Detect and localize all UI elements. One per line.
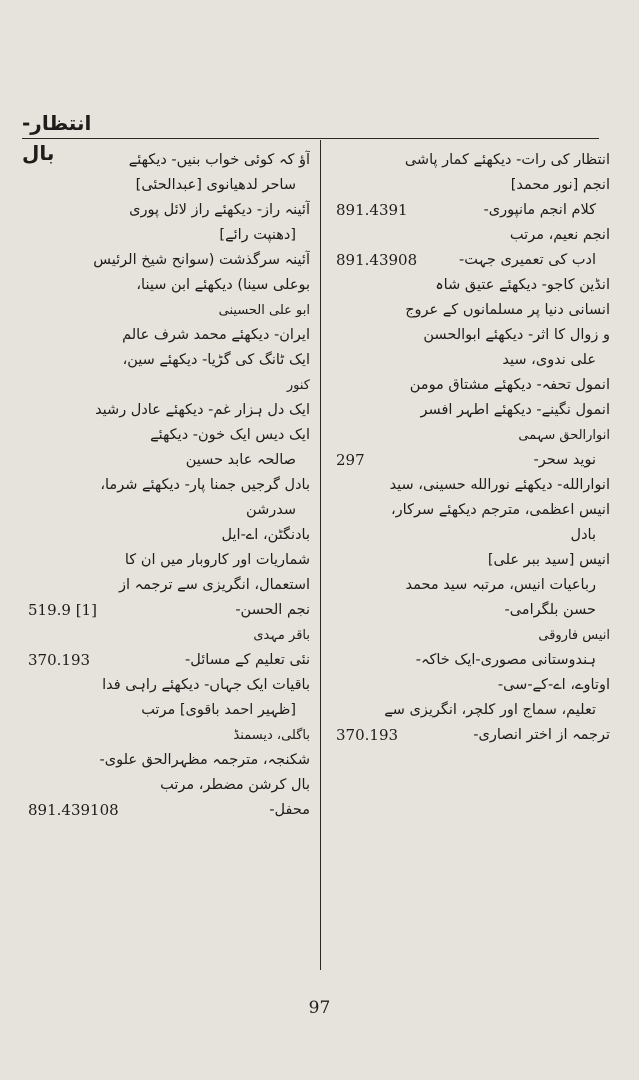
catalog-entry-line bbox=[28, 523, 310, 548]
entry-text: انجم [نور محمد] bbox=[510, 177, 610, 193]
catalog-entry-line bbox=[336, 548, 610, 573]
entry-text: سدرشن bbox=[246, 502, 296, 518]
catalog-entry-line bbox=[336, 298, 610, 323]
catalog-entry-line bbox=[336, 648, 610, 673]
catalog-entry-line bbox=[28, 423, 310, 448]
column-divider bbox=[320, 140, 321, 970]
entry-text: آئینہ سرگذشت (سوانح شیخ الرئیس bbox=[93, 252, 310, 268]
catalog-entry-line bbox=[336, 423, 610, 448]
catalog-entry-line bbox=[336, 598, 610, 623]
entry-text: بادل گرجیں جمنا پار- دیکھئے شرما، bbox=[100, 477, 310, 493]
entry-text: ساحر لدھیانوی [عبدالحئی] bbox=[135, 177, 296, 193]
entry-text: انمول نگینے- دیکھئے اطہر افسر bbox=[420, 402, 610, 418]
entry-text: انوارالحق سہمی bbox=[518, 428, 610, 443]
entry-text: شماریات اور کاروبار میں ان کا bbox=[124, 552, 310, 568]
catalog-entry-line bbox=[28, 698, 310, 723]
catalog-entry-line bbox=[336, 223, 610, 248]
catalog-entry-line bbox=[28, 673, 310, 698]
entry-text: استعمال، انگریزی سے ترجمہ از bbox=[118, 577, 310, 593]
entry-text: انوارالله- دیکھئے نورالله حسینی، سید bbox=[389, 477, 610, 493]
entry-text: انجم نعیم، مرتب bbox=[509, 227, 610, 243]
entry-text: ایک دل ہزار غم- دیکھئے عادل رشید bbox=[95, 402, 310, 418]
catalog-entry-line bbox=[28, 623, 310, 648]
entry-text: علی ندوی، سید bbox=[502, 352, 596, 368]
catalog-entry-line bbox=[28, 548, 310, 573]
catalog-entry-line bbox=[336, 148, 610, 173]
right-column bbox=[336, 148, 610, 978]
catalog-entry-line bbox=[336, 623, 610, 648]
catalog-entry-line bbox=[336, 323, 610, 348]
entry-text: بوعلی سینا) دیکھئے ابن سینا، bbox=[136, 277, 310, 293]
entry-text: باقر مہدی bbox=[253, 628, 310, 643]
entry-text: ایک دیس ایک خون- دیکھئے bbox=[150, 427, 310, 443]
entry-text: انسانی دنیا پر مسلمانوں کے عروج bbox=[405, 302, 610, 318]
catalog-entry-line bbox=[336, 523, 610, 548]
catalog-entry-line bbox=[28, 173, 310, 198]
classification-number: 519.9 [1] bbox=[28, 601, 97, 619]
catalog-entry-line bbox=[28, 373, 310, 398]
catalog-entry-line bbox=[336, 398, 610, 423]
entry-text: ایران- دیکھئے محمد شرف عالم bbox=[122, 327, 310, 343]
entry-text: انتظار کی رات- دیکھئے کمار پاشی bbox=[404, 152, 610, 168]
entry-text: تعلیم، سماج اور کلچر، انگریزی سے bbox=[384, 702, 596, 718]
entry-text: باگلی، دیسمنڈ bbox=[233, 728, 310, 743]
catalog-entry-line bbox=[28, 498, 310, 523]
catalog-entry-line bbox=[28, 723, 310, 748]
entry-text: و زوال کا اثر- دیکھئے ابوالحسن bbox=[423, 327, 610, 343]
entry-text: [دھنپت رائے] bbox=[219, 227, 296, 243]
catalog-entry-line bbox=[28, 348, 310, 373]
entry-text: کنور bbox=[286, 378, 310, 393]
entry-text: انیس [سید ببر علی] bbox=[487, 552, 610, 568]
catalog-entry-line bbox=[336, 698, 610, 723]
catalog-entry-line bbox=[28, 448, 310, 473]
entry-text: بادل bbox=[570, 527, 596, 543]
entry-text: صالحہ عابد حسین bbox=[185, 452, 296, 468]
catalog-entry-line bbox=[336, 273, 610, 298]
header-rule bbox=[22, 138, 599, 139]
left-column bbox=[28, 148, 310, 978]
catalog-entry-line bbox=[28, 273, 310, 298]
entry-text: بادنگٹن، اے-ایل bbox=[221, 527, 310, 543]
entry-text: انمول تحفہ- دیکھئے مشتاق مومن bbox=[409, 377, 610, 393]
entry-text: رباعیات انیس، مرتبہ سید محمد bbox=[405, 577, 596, 593]
entry-text: حسن بلگرامی- bbox=[504, 602, 596, 618]
entry-text: [ظہیر احمد باقوی] مرتب bbox=[141, 702, 296, 718]
catalog-entry-line bbox=[336, 473, 610, 498]
catalog-entry-line bbox=[28, 248, 310, 273]
entry-text: نجم الحسن- bbox=[235, 602, 310, 618]
catalog-entry-line bbox=[28, 573, 310, 598]
entry-text: ہندوستانی مصوری-ایک خاکہ- bbox=[415, 652, 596, 668]
catalog-entry-line bbox=[28, 398, 310, 423]
entry-text: آؤ کہ کوئی خواب بنیں- دیکھئے bbox=[128, 152, 310, 168]
catalog-entry-line bbox=[28, 298, 310, 323]
entry-text: انیس اعظمی، مترجم دیکھئے سرکار، bbox=[390, 502, 610, 518]
entry-text: آئینہ راز- دیکھئے راز لائل پوری bbox=[129, 202, 310, 218]
entry-text: ابو علی الحسینی bbox=[218, 303, 310, 318]
entry-text: محفل- bbox=[269, 802, 310, 818]
page-header-title: انتظار-بال bbox=[22, 111, 92, 165]
entry-text: بال کرشن مضطر، مرتب bbox=[160, 777, 310, 793]
classification-number: 891.4391 bbox=[336, 201, 408, 219]
catalog-entry-line bbox=[336, 573, 610, 598]
classification-number: 370.193 bbox=[336, 726, 399, 744]
catalog-entry-line bbox=[336, 173, 610, 198]
catalog-entry-line bbox=[28, 648, 310, 673]
catalog-entry-line bbox=[28, 773, 310, 798]
catalog-entry-line bbox=[28, 798, 310, 823]
entry-text: ادب کی تعمیری جہت- bbox=[458, 252, 596, 268]
catalog-entry-line bbox=[336, 248, 610, 273]
classification-number: 891.439108 bbox=[28, 801, 119, 819]
catalog-entry-line bbox=[28, 748, 310, 773]
catalog-entry-line bbox=[336, 673, 610, 698]
entry-text: ترجمہ از اختر انصاری- bbox=[473, 727, 610, 743]
catalog-entry-line bbox=[28, 323, 310, 348]
classification-number: 891.43908 bbox=[336, 251, 418, 269]
classification-number: 297 bbox=[336, 451, 365, 469]
catalog-entry-line bbox=[28, 223, 310, 248]
entry-text: ایک ٹانگ کی گڑیا- دیکھئے سین، bbox=[122, 352, 310, 368]
classification-number: 370.193 bbox=[28, 651, 91, 669]
entry-text: نئی تعلیم کے مسائل- bbox=[185, 652, 310, 668]
entry-text: باقیات ایک جہاں- دیکھئے راہی فدا bbox=[102, 677, 310, 693]
catalog-entry-line bbox=[28, 473, 310, 498]
page-number: 97 bbox=[308, 998, 331, 1018]
catalog-entry-line bbox=[336, 373, 610, 398]
catalog-entry-line bbox=[336, 198, 610, 223]
catalog-entry-line bbox=[336, 348, 610, 373]
catalog-entry-line bbox=[28, 198, 310, 223]
entry-text: انیس فاروقی bbox=[538, 628, 610, 643]
catalog-entry-line bbox=[28, 598, 310, 623]
catalog-entry-line bbox=[336, 498, 610, 523]
entry-text: اوتاوے، اے-کے-سی- bbox=[497, 677, 610, 693]
entry-text: شکنجہ، مترجمہ مظہرالحق علوی- bbox=[99, 752, 310, 768]
entry-text: انڈین کاجو- دیکھئے عتیق شاہ bbox=[435, 277, 610, 293]
entry-text: کلام انجم مانپوری- bbox=[483, 202, 596, 218]
catalog-entry-line bbox=[336, 723, 610, 748]
catalog-entry-line bbox=[336, 448, 610, 473]
entry-text: نوید سحر- bbox=[533, 452, 596, 468]
catalog-entry-line bbox=[28, 148, 310, 173]
